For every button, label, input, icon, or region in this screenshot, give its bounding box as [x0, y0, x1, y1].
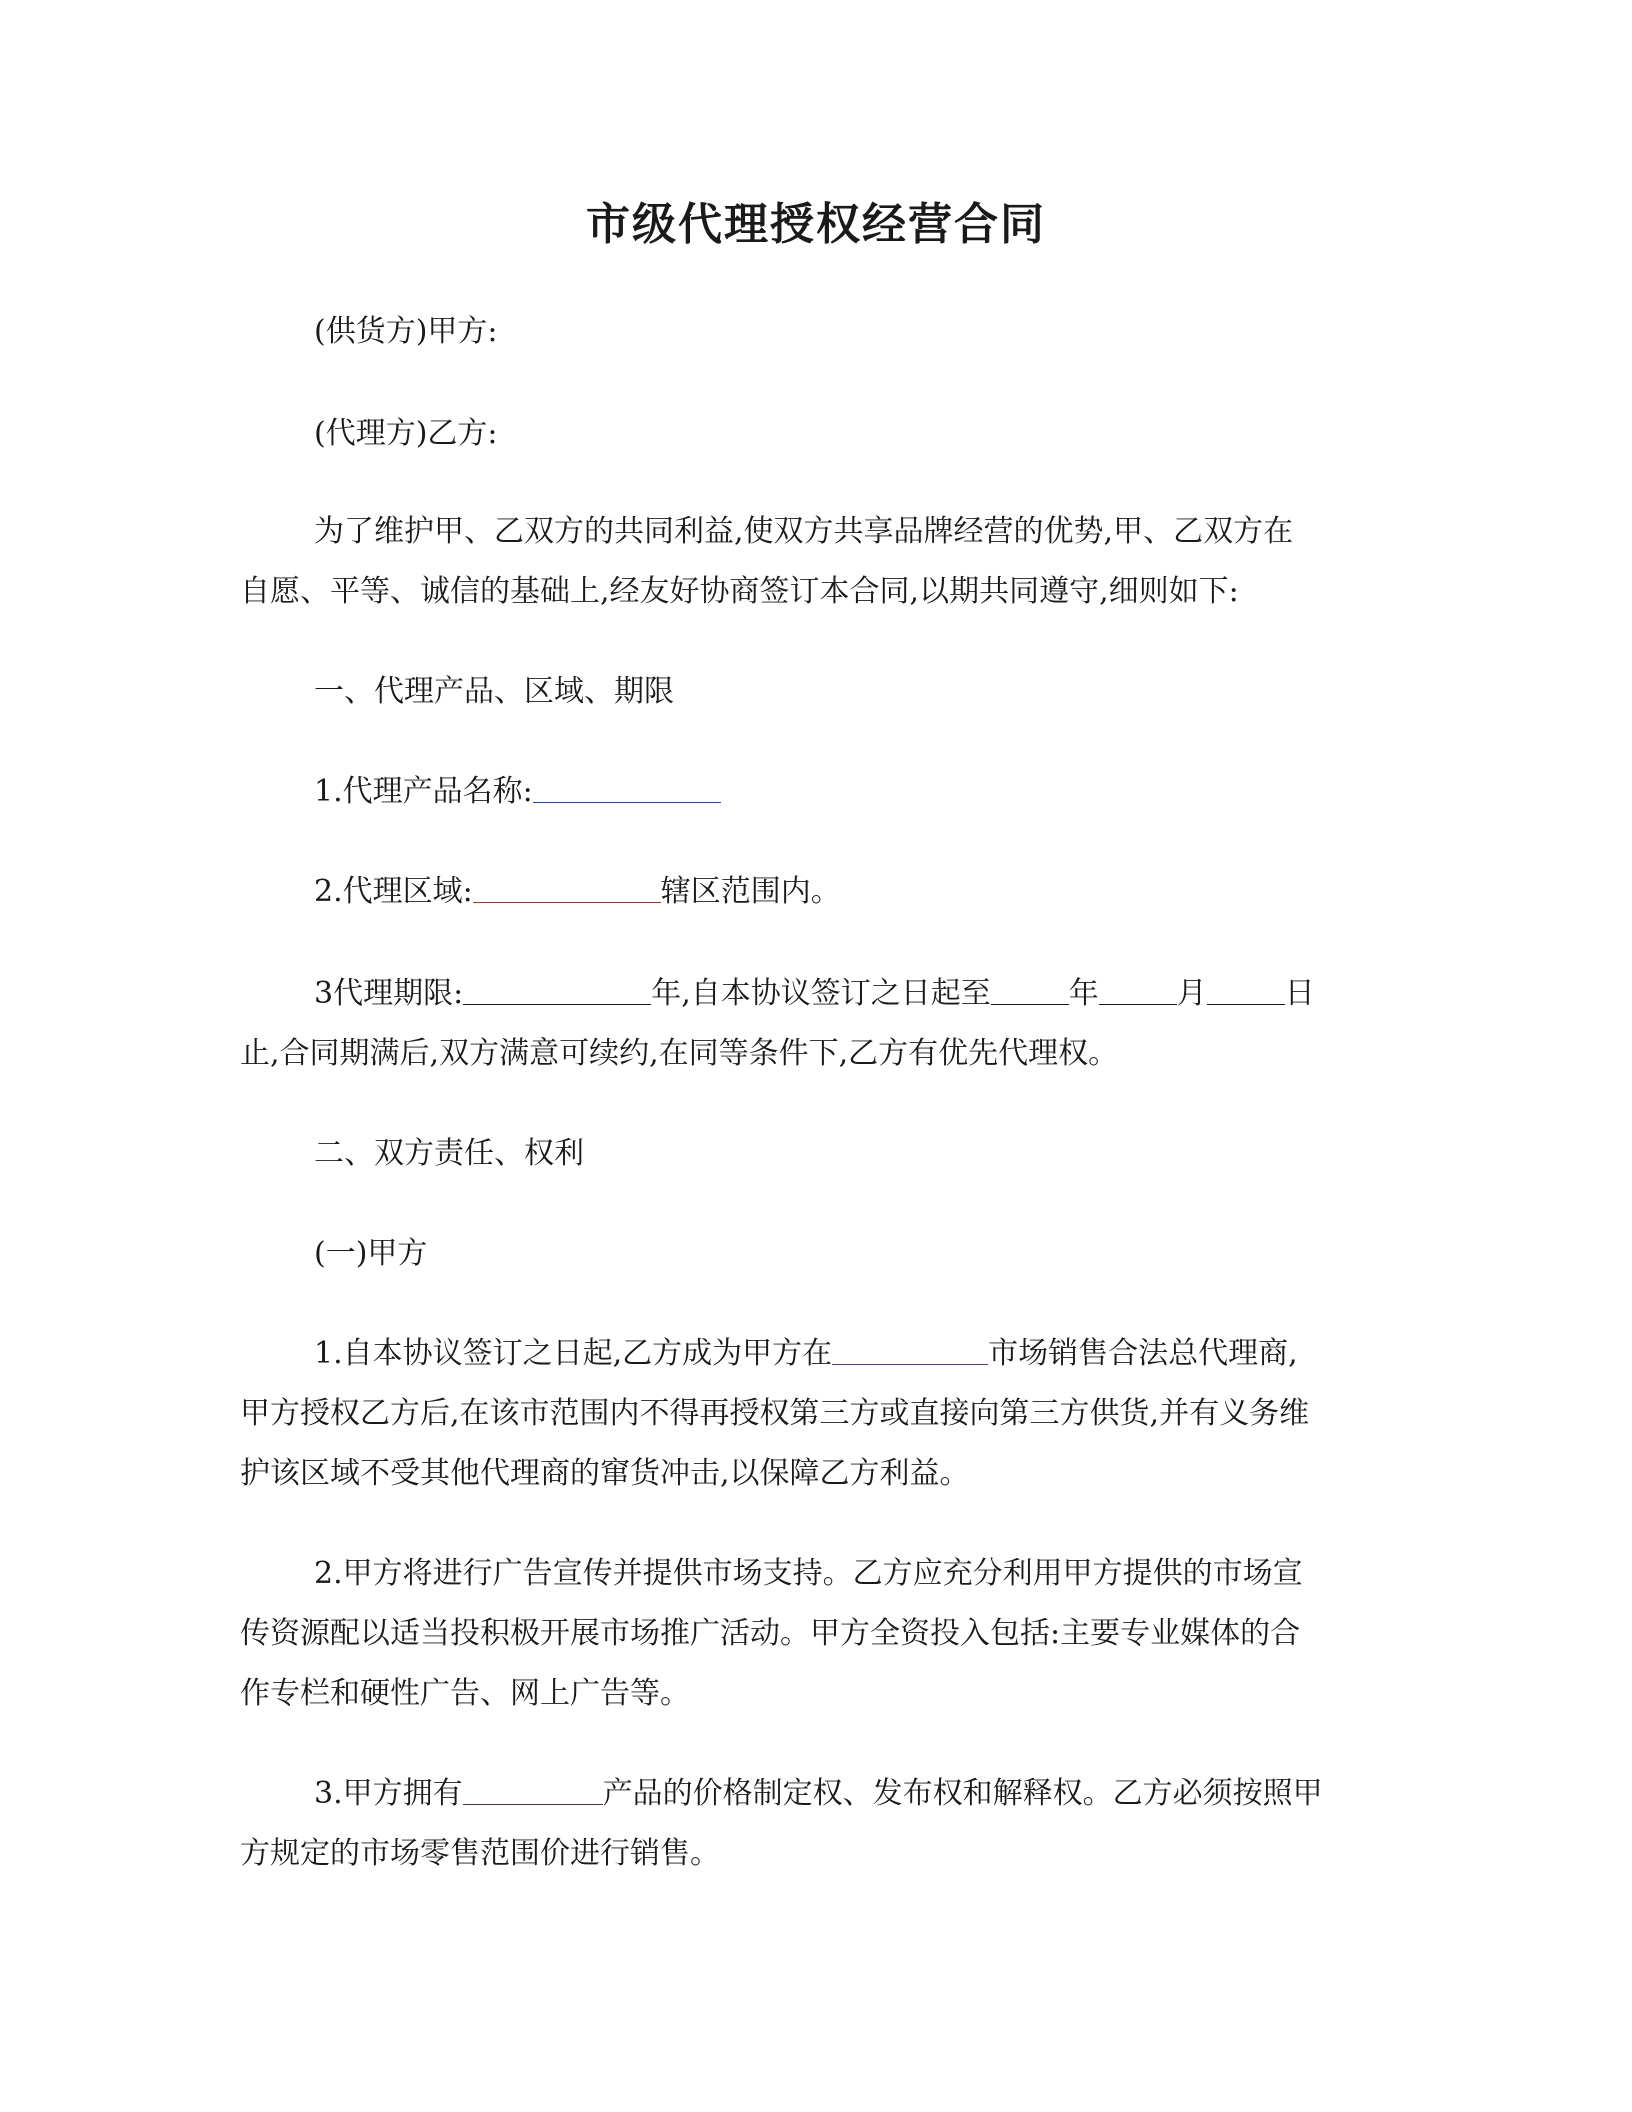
clause-1-text-b: 市场销售合法总代理商,: [988, 1336, 1298, 1371]
region-blank[interactable]: [473, 872, 661, 903]
market-blank[interactable]: [832, 1334, 988, 1365]
year-label: 年: [1068, 976, 1099, 1011]
clause-1-text-a: 1.自本协议签订之日起,乙方成为甲方在: [314, 1336, 833, 1371]
clause-3-text-a: 3.甲方拥有: [314, 1776, 463, 1811]
item-3-text: 年,自本协议签订之日起至: [651, 976, 991, 1011]
item-3-line: [314, 974, 1315, 1014]
sub-section-party-a: (一)甲方: [314, 1236, 428, 1271]
item-1-line: [314, 772, 721, 812]
intro-line-2: 自愿、平等、诚信的基础上,经友好协商签订本合同,以期共同遵守,细则如下:: [240, 574, 1239, 609]
clause-2-line-3: 作专栏和硬性广告、网上广告等。: [240, 1676, 690, 1711]
clause-2-line-2: 传资源配以适当投积极开展市场推广活动。甲方全资投入包括:主要专业媒体的合: [240, 1616, 1301, 1651]
item-2-line: [314, 872, 841, 912]
term-years-blank[interactable]: [463, 974, 651, 1005]
section-1-heading: 一、代理产品、区域、期限: [314, 674, 674, 709]
party-b-line: [314, 414, 498, 454]
section-2-heading: 二、双方责任、权利: [314, 1136, 584, 1171]
clause-3-line-1: [314, 1774, 1323, 1814]
item-1-label: 1.代理产品名称:: [314, 774, 533, 809]
item-3-label: 3代理期限:: [314, 976, 464, 1011]
item-2-suffix: 辖区范围内。: [660, 874, 841, 909]
clause-2-line-1: 2.甲方将进行广告宣传并提供市场支持。乙方应充分利用甲方提供的市场宣: [314, 1556, 1303, 1591]
end-month-blank[interactable]: [1099, 974, 1177, 1005]
item-3-line-2: 止,合同期满后,双方满意可续约,在同等条件下,乙方有优先代理权。: [240, 1036, 1119, 1071]
clause-1-line-3: 护该区域不受其他代理商的窜货冲击,以保障乙方利益。: [240, 1456, 970, 1491]
month-label: 月: [1176, 976, 1207, 1011]
party-a-line: [314, 312, 498, 352]
clause-1-line-1: [314, 1334, 1298, 1374]
product-name-blank[interactable]: [533, 772, 721, 803]
end-day-blank[interactable]: [1207, 974, 1285, 1005]
clause-1-line-2: 甲方授权乙方后,在该市范围内不得再授权第三方或直接向第三方供货,并有义务维: [240, 1396, 1310, 1431]
party-b-label: (代理方)乙方:: [314, 416, 498, 451]
product-blank[interactable]: [463, 1774, 603, 1805]
clause-3-line-2: 方规定的市场零售范围价进行销售。: [240, 1836, 720, 1871]
intro-line-1: 为了维护甲、乙双方的共同利益,使双方共享品牌经营的优势,甲、乙双方在: [314, 514, 1294, 549]
clause-3-text-b: 产品的价格制定权、发布权和解释权。乙方必须按照甲: [602, 1776, 1323, 1811]
end-year-blank[interactable]: [991, 974, 1069, 1005]
party-a-label: (供货方)甲方:: [314, 314, 498, 349]
document-title: 市级代理授权经营合同: [586, 199, 1046, 250]
item-2-label: 2.代理区域:: [314, 874, 473, 909]
day-label: 日: [1284, 976, 1315, 1011]
